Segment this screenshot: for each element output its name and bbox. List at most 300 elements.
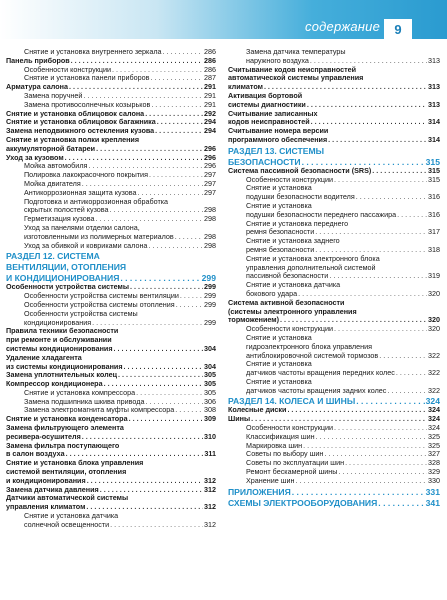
- dot-leader: [356, 193, 427, 202]
- dot-leader: [92, 319, 203, 328]
- dot-leader: [150, 74, 203, 83]
- dot-leader: [334, 424, 427, 433]
- toc-entry-title: кондиционирования: [24, 318, 92, 327]
- toc-entry: [6, 301, 216, 310]
- toc-entry: [228, 101, 440, 110]
- toc-entry-title: бокового удара: [246, 289, 298, 298]
- toc-entry: [6, 477, 216, 486]
- dot-leader: [329, 272, 427, 281]
- toc-entry: [228, 281, 440, 290]
- toc-entry-title: РАЗДЕЛ 14. КОЛЕСА И ШИНЫ: [228, 396, 356, 407]
- toc-entry: [228, 468, 440, 477]
- toc-entry-title: Снятие и установка компрессора: [24, 388, 136, 397]
- dot-leader: [82, 180, 203, 189]
- toc-page-number: 322: [428, 386, 440, 395]
- toc-entry: [228, 308, 440, 317]
- toc-entry: [6, 398, 216, 407]
- toc-entry: [6, 189, 216, 198]
- toc-page-number: 305: [204, 371, 216, 380]
- toc-entry: [6, 363, 216, 372]
- toc-entry: [228, 202, 440, 211]
- toc-page-number: 312: [204, 485, 216, 494]
- toc-page-number: 298: [204, 215, 216, 224]
- toc-entry: [6, 336, 216, 345]
- toc-entry-title: кодов неисправностей: [228, 118, 310, 127]
- page-number: 9: [384, 19, 412, 41]
- toc-entry-title: Маркировка шин: [246, 441, 303, 450]
- toc-entry-title: Шины: [228, 415, 251, 424]
- toc-page-number: 291: [204, 91, 216, 100]
- toc-entry: [6, 154, 216, 163]
- toc-entry: [6, 292, 216, 301]
- dot-leader: [149, 171, 203, 180]
- toc-entry: [6, 503, 216, 512]
- toc-entry-title: системы диагностики: [228, 100, 306, 109]
- dot-leader: [71, 57, 203, 66]
- dot-leader: [180, 292, 203, 301]
- toc-entry-title: подушки безопасности переднего пассажира: [246, 210, 397, 219]
- toc-entry-title: Полировка лакокрасочного покрытия: [24, 171, 148, 180]
- toc-entry: [228, 220, 440, 229]
- dot-leader: [138, 189, 203, 198]
- toc-page-number: 299: [201, 273, 216, 284]
- dot-leader: [87, 477, 203, 486]
- toc-entry-title: антиблокировочной системой тормозов: [246, 351, 379, 360]
- toc-page-number: 330: [428, 476, 440, 485]
- toc-page-number: 316: [428, 210, 440, 219]
- toc-entry-title: скрытых полостей кузова: [24, 206, 109, 215]
- dot-leader: [145, 110, 203, 119]
- toc-entry: [228, 92, 440, 101]
- toc-page-number: 286: [204, 65, 216, 74]
- toc-page-number: 314: [428, 135, 440, 144]
- toc-entry-title: Советы по выбору шин: [246, 450, 324, 459]
- toc-page-number: 313: [428, 83, 440, 92]
- toc-entry-title: аккумуляторной батареи: [6, 144, 96, 153]
- toc-page-number: 313: [428, 56, 440, 65]
- dot-leader: [287, 406, 427, 415]
- toc-left-column: [6, 48, 216, 530]
- dot-leader: [157, 118, 203, 127]
- toc-entry: [228, 477, 440, 486]
- toc-page-number: 291: [204, 83, 216, 92]
- toc-page-number: 324: [425, 396, 440, 407]
- toc-entry-title: Считывание записанных: [228, 109, 318, 118]
- toc-entry-title: в салон воздуха: [6, 450, 65, 459]
- dot-leader: [65, 154, 203, 163]
- toc-entry: [228, 237, 440, 246]
- toc-entry: [228, 415, 440, 424]
- toc-entry: [228, 176, 440, 185]
- toc-page-number: 324: [428, 415, 440, 424]
- toc-entry-title: Снятие и установка переднего: [246, 219, 349, 228]
- toc-page-number: 310: [204, 432, 216, 441]
- dot-leader: [298, 290, 427, 299]
- toc-entry-title: системы кондиционирования: [6, 344, 113, 353]
- toc-page-number: 329: [428, 468, 440, 477]
- toc-entry-title: автоматической системы управления: [228, 74, 364, 83]
- toc-entry: [6, 92, 216, 101]
- toc-entry: [228, 264, 440, 273]
- dot-leader: [316, 433, 427, 442]
- toc-entry: [6, 57, 216, 66]
- dot-leader: [315, 228, 427, 237]
- toc-page-number: 319: [428, 272, 440, 281]
- dot-leader: [110, 206, 203, 215]
- toc-page-number: 314: [428, 118, 440, 127]
- dot-leader: [292, 487, 425, 497]
- toc-entry: [6, 415, 216, 424]
- toc-entry-title: БЕЗОПАСНОСТИ: [228, 156, 301, 167]
- toc-entry-title: Особенности устройства системы отопления: [24, 300, 175, 309]
- toc-entry: [228, 74, 440, 83]
- toc-entry-title: системой вентиляции, отопления: [6, 468, 127, 477]
- toc-entry: [228, 255, 440, 264]
- dot-leader: [100, 486, 203, 495]
- dot-leader: [110, 521, 203, 530]
- toc-entry-title: Герметизация кузова: [24, 215, 95, 224]
- toc-entry: [228, 110, 440, 119]
- dot-leader: [310, 57, 427, 66]
- toc-entry: [228, 360, 440, 369]
- toc-entry: [6, 468, 216, 477]
- dot-leader: [338, 468, 427, 477]
- toc-entry-title: Особенности устройства системы: [6, 283, 129, 292]
- toc-section-heading: [6, 251, 216, 261]
- toc-page-number: 286: [204, 48, 216, 56]
- dot-leader: [175, 233, 203, 242]
- toc-entry: [6, 380, 216, 389]
- dot-leader: [88, 162, 203, 171]
- toc-entry-title: Удаление хладагента: [6, 353, 82, 362]
- toc-page-number: 296: [204, 162, 216, 171]
- toc-section-heading: [228, 146, 440, 156]
- toc-entry: [6, 494, 216, 503]
- dot-leader: [124, 363, 203, 372]
- toc-page-number: 299: [204, 292, 216, 301]
- dot-leader: [83, 92, 203, 101]
- toc-entry-title: Замена неподвижного остекления кузова: [6, 127, 155, 136]
- toc-entry-title: Особенности устройства системы: [24, 309, 138, 318]
- dot-leader: [324, 450, 427, 459]
- toc-entry: [228, 211, 440, 220]
- toc-entry-title: Колесные диски: [228, 406, 287, 415]
- toc-entry-title: подушки безопасности водителя: [246, 193, 355, 202]
- dot-leader: [163, 48, 203, 57]
- dot-leader: [311, 118, 427, 127]
- toc-entry: [6, 319, 216, 328]
- toc-entry-title: Снятие и установка облицовок багажника: [6, 118, 156, 127]
- toc-page-number: 317: [428, 228, 440, 237]
- toc-entry-title: Правила техники безопасности: [6, 327, 119, 336]
- toc-page-number: 328: [428, 459, 440, 468]
- toc-entry: [6, 486, 216, 495]
- toc-entry-title: Снятие и установка конденсатора: [6, 415, 128, 424]
- dot-leader: [334, 325, 427, 334]
- toc-entry: [6, 136, 216, 145]
- toc-entry-title: Панель приборов: [6, 56, 70, 65]
- dot-leader: [356, 396, 424, 406]
- toc-entry: [6, 215, 216, 224]
- toc-entry-title: Уход за обивкой и ковриками салона: [24, 241, 148, 250]
- toc-page-number: 299: [204, 283, 216, 292]
- toc-page-number: 320: [428, 289, 440, 298]
- toc-page-number: 325: [428, 441, 440, 450]
- toc-page-number: 306: [204, 397, 216, 406]
- toc-page-number: 327: [428, 450, 440, 459]
- toc-page-number: 305: [204, 388, 216, 397]
- toc-entry-title: Мойка автомобиля: [24, 162, 88, 171]
- toc-entry-title: Снятие и установка датчика: [246, 281, 341, 290]
- toc-entry-title: пассивной безопасности: [246, 272, 329, 281]
- toc-entry: [6, 389, 216, 398]
- toc-entry-title: Особенности конструкции: [24, 65, 112, 74]
- dot-leader: [82, 433, 203, 442]
- toc-entry: [228, 48, 440, 57]
- toc-right-column: [228, 48, 440, 508]
- toc-entry: [228, 246, 440, 255]
- toc-page-number: 325: [428, 432, 440, 441]
- toc-entry: [228, 193, 440, 202]
- toc-entry: [6, 48, 216, 57]
- dot-leader: [264, 83, 427, 92]
- toc-entry-title: Активация бортовой: [228, 91, 303, 100]
- dot-leader: [387, 387, 427, 396]
- toc-entry: [228, 387, 440, 396]
- toc-entry: [228, 167, 440, 176]
- toc-entry: [6, 354, 216, 363]
- toc-entry-title: Советы по эксплуатации шин: [246, 459, 345, 468]
- toc-entry-title: Снятие и установка датчика: [24, 512, 119, 521]
- toc-section-heading: [228, 396, 440, 406]
- dot-leader: [396, 369, 427, 378]
- toc-page-number: 298: [204, 232, 216, 241]
- toc-entry-title: Снятие и установка облицовок салона: [6, 109, 145, 118]
- dot-leader: [372, 167, 427, 176]
- toc-entry: [6, 450, 216, 459]
- toc-page-number: 297: [204, 179, 216, 188]
- toc-entry: [6, 521, 216, 530]
- toc-entry: [6, 101, 216, 110]
- toc-entry: [6, 406, 216, 415]
- toc-entry-title: РАЗДЕЛ 12. СИСТЕМА: [6, 251, 100, 262]
- toc-entry-title: Замена датчика температуры: [246, 48, 346, 56]
- toc-entry: [228, 442, 440, 451]
- toc-entry: [6, 512, 216, 521]
- dot-leader: [118, 371, 203, 380]
- toc-page-number: 304: [204, 362, 216, 371]
- dot-leader: [129, 415, 203, 424]
- toc-entry: [6, 110, 216, 119]
- toc-entry: [228, 424, 440, 433]
- toc-entry: [6, 171, 216, 180]
- toc-entry: [228, 136, 440, 145]
- toc-entry: [6, 371, 216, 380]
- toc-entry: [6, 145, 216, 154]
- toc-entry-title: Классификация шин: [246, 432, 315, 441]
- toc-entry: [6, 242, 216, 251]
- toc-entry-title: Датчики автоматической системы: [6, 494, 129, 503]
- toc-page-number: 298: [204, 206, 216, 215]
- toc-entry-title: Уход за кузовом: [6, 153, 64, 162]
- toc-entry-title: датчиков частоты вращения передних колес: [246, 369, 395, 378]
- toc-entry: [6, 442, 216, 451]
- toc-page-number: 298: [204, 241, 216, 250]
- toc-page-number: 294: [204, 118, 216, 127]
- toc-page-number: 304: [204, 344, 216, 353]
- toc-entry: [228, 433, 440, 442]
- dot-leader: [155, 127, 203, 136]
- toc-section-heading: [228, 498, 440, 508]
- toc-entry-title: климатом: [228, 83, 263, 92]
- dot-leader: [69, 83, 203, 92]
- toc-entry-title: (системы электронного управления: [228, 307, 357, 316]
- toc-entry: [6, 433, 216, 442]
- dot-leader: [378, 498, 424, 508]
- toc-entry-title: управления дополнительной системой: [246, 263, 376, 272]
- toc-page-number: 308: [204, 406, 216, 415]
- toc-entry-title: датчиков частоты вращения задних колес: [246, 386, 387, 395]
- dot-leader: [280, 316, 427, 325]
- dot-leader: [397, 211, 427, 220]
- toc-entry-title: Снятие и установка электронного блока: [246, 254, 380, 263]
- toc-page-number: 287: [204, 74, 216, 83]
- toc-page-number: 296: [204, 144, 216, 153]
- toc-entry: [6, 283, 216, 292]
- dot-leader: [120, 273, 200, 283]
- toc-entry-title: Особенности конструкции: [246, 424, 334, 433]
- toc-section-heading: [6, 262, 216, 272]
- dot-leader: [148, 242, 203, 251]
- toc-entry-title: ремня безопасности: [246, 245, 315, 254]
- toc-entry: [228, 118, 440, 127]
- toc-page-number: 309: [204, 415, 216, 424]
- toc-entry: [6, 198, 216, 207]
- toc-entry-title: ремня безопасности: [246, 228, 315, 237]
- dot-leader: [379, 352, 427, 361]
- toc-entry: [228, 343, 440, 352]
- toc-entry-title: Снятие и установка: [246, 333, 312, 342]
- toc-entry: [228, 316, 440, 325]
- toc-page-number: 315: [428, 175, 440, 184]
- toc-entry-title: Особенности конструкции: [246, 325, 334, 334]
- toc-page-number: 320: [428, 325, 440, 334]
- toc-entry-title: из системы кондиционирования: [6, 362, 123, 371]
- toc-entry-title: Арматура салона: [6, 83, 68, 92]
- toc-entry-title: Система активной безопасности: [228, 298, 345, 307]
- toc-page-number: 312: [204, 503, 216, 512]
- toc-page-number: 324: [428, 424, 440, 433]
- toc-entry-title: Замена противосолнечных козырьков: [24, 100, 151, 109]
- toc-page-number: 294: [204, 127, 216, 136]
- toc-page-number: 286: [204, 56, 216, 65]
- toc-section-heading: [6, 273, 216, 283]
- dot-leader: [145, 398, 203, 407]
- toc-entry: [228, 299, 440, 308]
- toc-entry-title: Уход за панелями отделки салона,: [24, 223, 140, 232]
- dot-leader: [136, 389, 203, 398]
- toc-entry-title: и кондиционирования: [6, 476, 86, 485]
- toc-entry-title: Замена поручней: [24, 91, 83, 100]
- toc-entry-title: Снятие и установка: [246, 360, 312, 369]
- dot-leader: [104, 380, 203, 389]
- toc-entry: [228, 290, 440, 299]
- toc-entry: [228, 378, 440, 387]
- toc-page-number: 331: [425, 486, 440, 497]
- toc-entry: [228, 66, 440, 75]
- toc-entry-title: Снятие и установка блока управления: [6, 459, 144, 468]
- dot-leader: [315, 246, 427, 255]
- toc-entry-title: РАЗДЕЛ 13. СИСТЕМЫ: [228, 145, 325, 156]
- toc-entry-title: программного обеспечения: [228, 135, 328, 144]
- toc-entry-title: гидроэлектронного блока управления: [246, 342, 372, 351]
- toc-entry: [6, 66, 216, 75]
- toc-section-heading: [228, 157, 440, 167]
- toc-entry: [228, 184, 440, 193]
- toc-entry: [6, 83, 216, 92]
- toc-entry: [6, 310, 216, 319]
- toc-entry: [6, 127, 216, 136]
- toc-page-number: 324: [428, 406, 440, 415]
- toc-page-number: 299: [204, 318, 216, 327]
- toc-entry-title: Особенности устройства системы вентиляции: [24, 292, 179, 301]
- toc-page-number: 312: [204, 476, 216, 485]
- dot-leader: [114, 345, 203, 354]
- toc-entry-title: Замена фильтра поступающего: [6, 441, 120, 450]
- toc-entry: [6, 224, 216, 233]
- toc-entry: [228, 369, 440, 378]
- dot-leader: [112, 66, 203, 75]
- toc-entry: [6, 206, 216, 215]
- toc-entry: [6, 180, 216, 189]
- toc-entry: [228, 459, 440, 468]
- toc-page-number: 315: [428, 166, 440, 175]
- toc-entry-title: Снятие и установка: [246, 377, 312, 386]
- dot-leader: [176, 301, 203, 310]
- toc-entry-title: Замена датчика давления: [6, 485, 99, 494]
- dot-leader: [345, 459, 427, 468]
- toc-entry-title: ВЕНТИЛЯЦИИ, ОТОПЛЕНИЯ: [6, 262, 127, 273]
- toc-entry-title: при ремонте и обслуживании: [6, 336, 112, 345]
- toc-entry-title: Замена подшипника шкива привода: [24, 397, 145, 406]
- toc-entry-title: Особенности конструкции: [246, 175, 334, 184]
- dot-leader: [151, 101, 203, 110]
- toc-entry-title: Ремонт бескамерной шины: [246, 468, 338, 477]
- toc-page-number: 341: [425, 497, 440, 508]
- toc-entry: [228, 334, 440, 343]
- toc-entry-title: Замена фильтрующего элемента: [6, 424, 124, 433]
- dot-leader: [66, 450, 204, 459]
- toc-entry-title: Снятие и установка внутреннего зеркала: [24, 48, 162, 56]
- toc-entry: [6, 459, 216, 468]
- toc-page-number: 297: [204, 171, 216, 180]
- toc-entry-title: Считывание кодов неисправностей: [228, 65, 357, 74]
- toc-entry-title: Антикоррозионная защита кузова: [24, 188, 137, 197]
- toc-entry-title: Замена электромагнита муфты компрессора: [24, 406, 175, 415]
- toc-entry-title: Подготовка и антикоррозионная обработка: [24, 197, 169, 206]
- toc-entry-title: наружного воздуха: [246, 56, 309, 65]
- toc-entry: [228, 57, 440, 66]
- toc-entry: [228, 352, 440, 361]
- toc-entry: [228, 127, 440, 136]
- dot-leader: [302, 157, 425, 167]
- toc-entry-title: Считывание номера версии: [228, 127, 329, 136]
- toc-entry: [228, 325, 440, 334]
- toc-page-number: 318: [428, 245, 440, 254]
- toc-entry-title: Снятие и установка полки крепления: [6, 135, 140, 144]
- toc-page-number: 305: [204, 380, 216, 389]
- toc-entry: [228, 83, 440, 92]
